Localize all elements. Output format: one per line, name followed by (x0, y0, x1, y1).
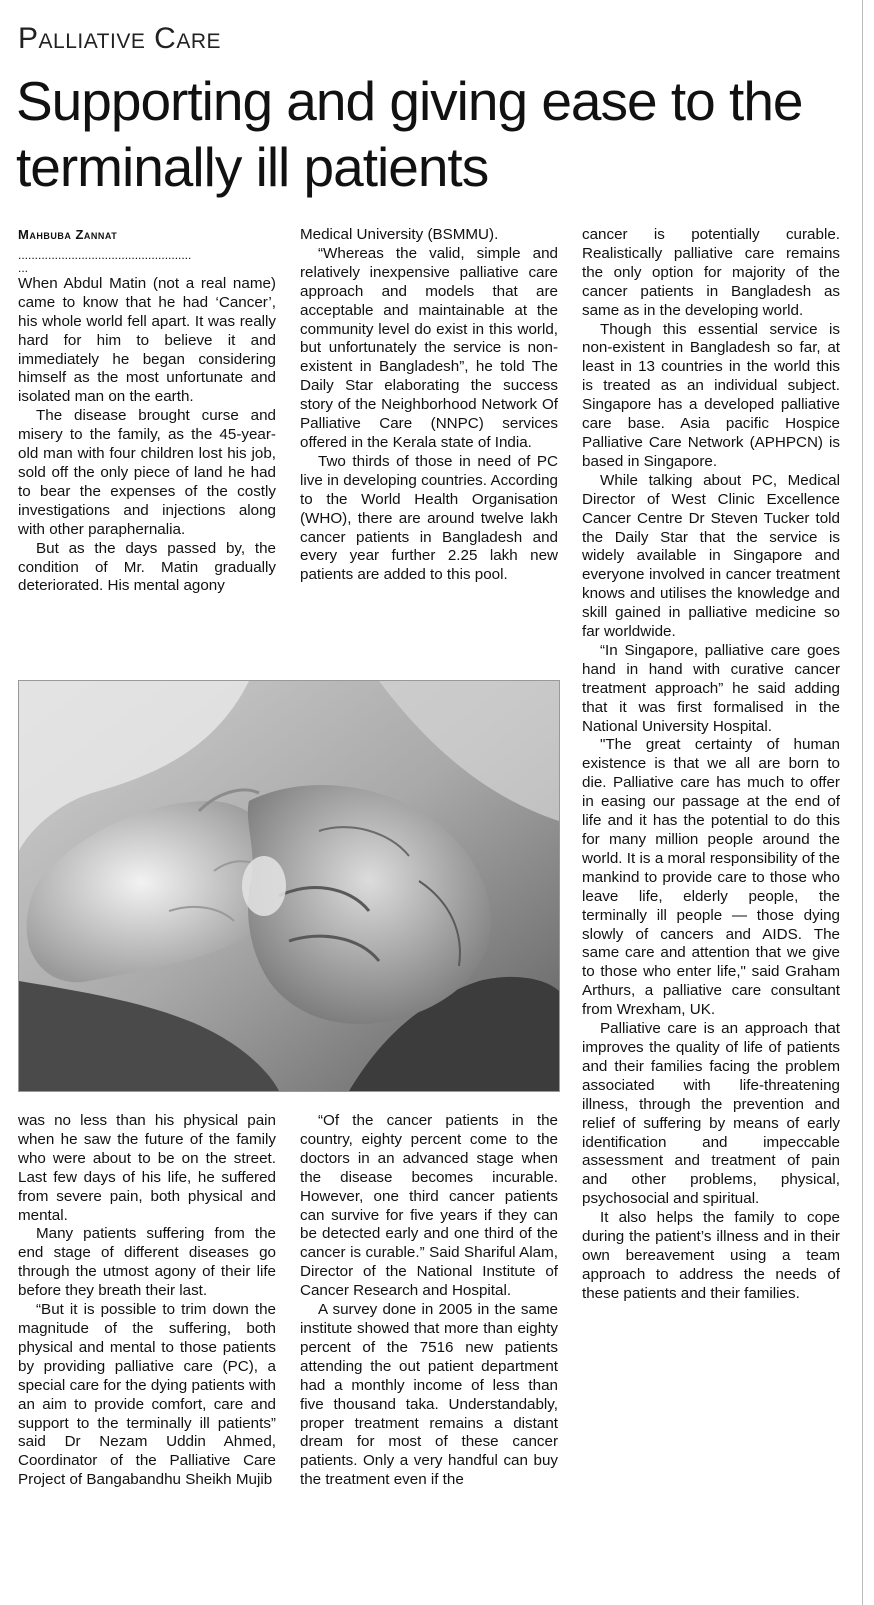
paragraph: While talking about PC, Medical Director of West Clinic Excellence Cancer Centre Dr Steven Tucker told the Daily Star that the service is widely available in Singapore and everyone involved in cancer treatment knows and utilises the knowledge and skill gained in palliative medicine so far worldwide. (582, 471, 840, 641)
paragraph: "The great certainty of human existence is that we all are born to die. Palliative care has much to offer in easing our passage at the end of life and it has the potential to do this for many million people around the world. It is a moral responsibility of the mankind to provide care to those who leave life, elderly people, the terminally ill people — those dying slowly of cancers and AIDS. The same care and attention that we give to those who enter life," said Graham Arthurs, a palliative care consultant from Wrexham, UK. (582, 736, 840, 1019)
column-1-top (18, 226, 276, 596)
article-headline: Supporting and giving ease to the terminally ill patients (16, 70, 803, 198)
paragraph: Palliative care is an approach that improves the quality of life of patients and their families facing the problem associated with life-threatening illness, through the prevention and relief of suffering by means of early identification and impeccable assessment and treatment of pain and other problems, physical, psychosocial and spiritual. (582, 1020, 840, 1208)
holding-hands-photo (18, 680, 560, 1092)
paragraph: But as the days passed by, the condition of Mr. Matin gradually deteriorated. His mental agony (18, 539, 276, 595)
paragraph: Though this essential service is non-existent in Bangladesh so far, at least in 13 countries in the world this is treated as an individual subject. Singapore has a developed palliative care base. Asia pacific Hospice Palliative Care Network (APHPCN) is based in Singapore. (582, 320, 840, 470)
byline-dots-end: ... (18, 261, 29, 275)
page-edge-rule (862, 0, 863, 1605)
section-kicker: Palliative Care (18, 22, 222, 55)
paragraph: “Of the cancer patients in the country, eighty percent come to the doctors in an advanced stage when the disease becomes incurable. However, one third cancer patients can survive for five years if they can be detected early and one third of the cancer is curable.” Said Shariful Alam, Director of the National Institute of Cancer Research and Hospital. (300, 1112, 558, 1300)
paragraph: cancer is potentially curable. Realistically palliative care remains the only option for majority of the cancer patients in Bangladesh as same as in the developing world. (582, 226, 840, 319)
holding-hands-illustration (19, 681, 559, 1091)
paragraph: Medical University (BSMMU). (300, 226, 499, 243)
paragraph: Two thirds of those in need of PC live in developing countries. According to the World Health Organisation (WHO), there are around twelve lakh cancer patients in Bangladesh and every year further 2.25 lakh new patients are added to this pool. (300, 452, 558, 584)
paragraph: “Whereas the valid, simple and relatively inexpensive palliative care approach and models that are acceptable and maintainable at the community level do exist in this world, but unfortunately the service is non-existent in Bangladesh”, he told The Daily Star elaborating the success story of the Neighborhood Network Of Palliative Care (NNPC) services offered in the Kerala state of India. (300, 244, 558, 451)
paragraph: A survey done in 2005 in the same institute showed that more than eighty percent of the 7516 new patients attending the out patient department had a monthly income of less than five thousand taka. Understandably, proper treatment remains a distant dream for most of these cancer patients. Only a very handful can buy the treatment even if the (300, 1301, 558, 1489)
paragraph: When Abdul Matin (not a real name) came to know that he had ‘Cancer’, his whole world fell apart. It was really hard for him to believe it and immediately he began considering himself as the most unfortunate and isolated man on the earth. (18, 274, 276, 406)
byline-dots: .................................................... (18, 248, 192, 262)
paragraph: It also helps the family to cope during the patient’s illness and in their own bereavement using a team approach to address the needs of these patients and their families. (582, 1209, 840, 1302)
column-2-bottom (300, 1112, 558, 1490)
paragraph: was no less than his physical pain when he saw the future of the family who were about to be on the street. Last few days of his life, he suffered from severe pain, both physical and mental. (18, 1112, 276, 1224)
paragraph: “In Singapore, palliative care goes hand in hand with curative cancer treatment approach” he said adding that it was first formalised in the National University Hospital. (582, 641, 840, 735)
author-byline: Mahbuba Zannat (18, 227, 118, 242)
column-1-bottom (18, 1112, 276, 1490)
column-3 (582, 226, 840, 1304)
paragraph: The disease brought curse and misery to the family, as the 45-year-old man with four children lost his job, sold off the only piece of land he had to bear the expenses of the costly investigations and injections along with other paraphernalia. (18, 407, 276, 538)
paragraph: Many patients suffering from the end stage of different diseases go through the utmost agony of their life before they breath their last. (18, 1225, 276, 1300)
paragraph: “But it is possible to trim down the magnitude of the suffering, both physical and mental to those patients by providing palliative care (PC), a special care for the dying patients with an aim to provide comfort, care and support to the terminally ill patients” said Dr Nezam Uddin Ahmed, Coordinator of the Palliative Care Project of Bangabandhu Sheikh Mujib (18, 1301, 276, 1489)
column-2-top (300, 226, 558, 585)
